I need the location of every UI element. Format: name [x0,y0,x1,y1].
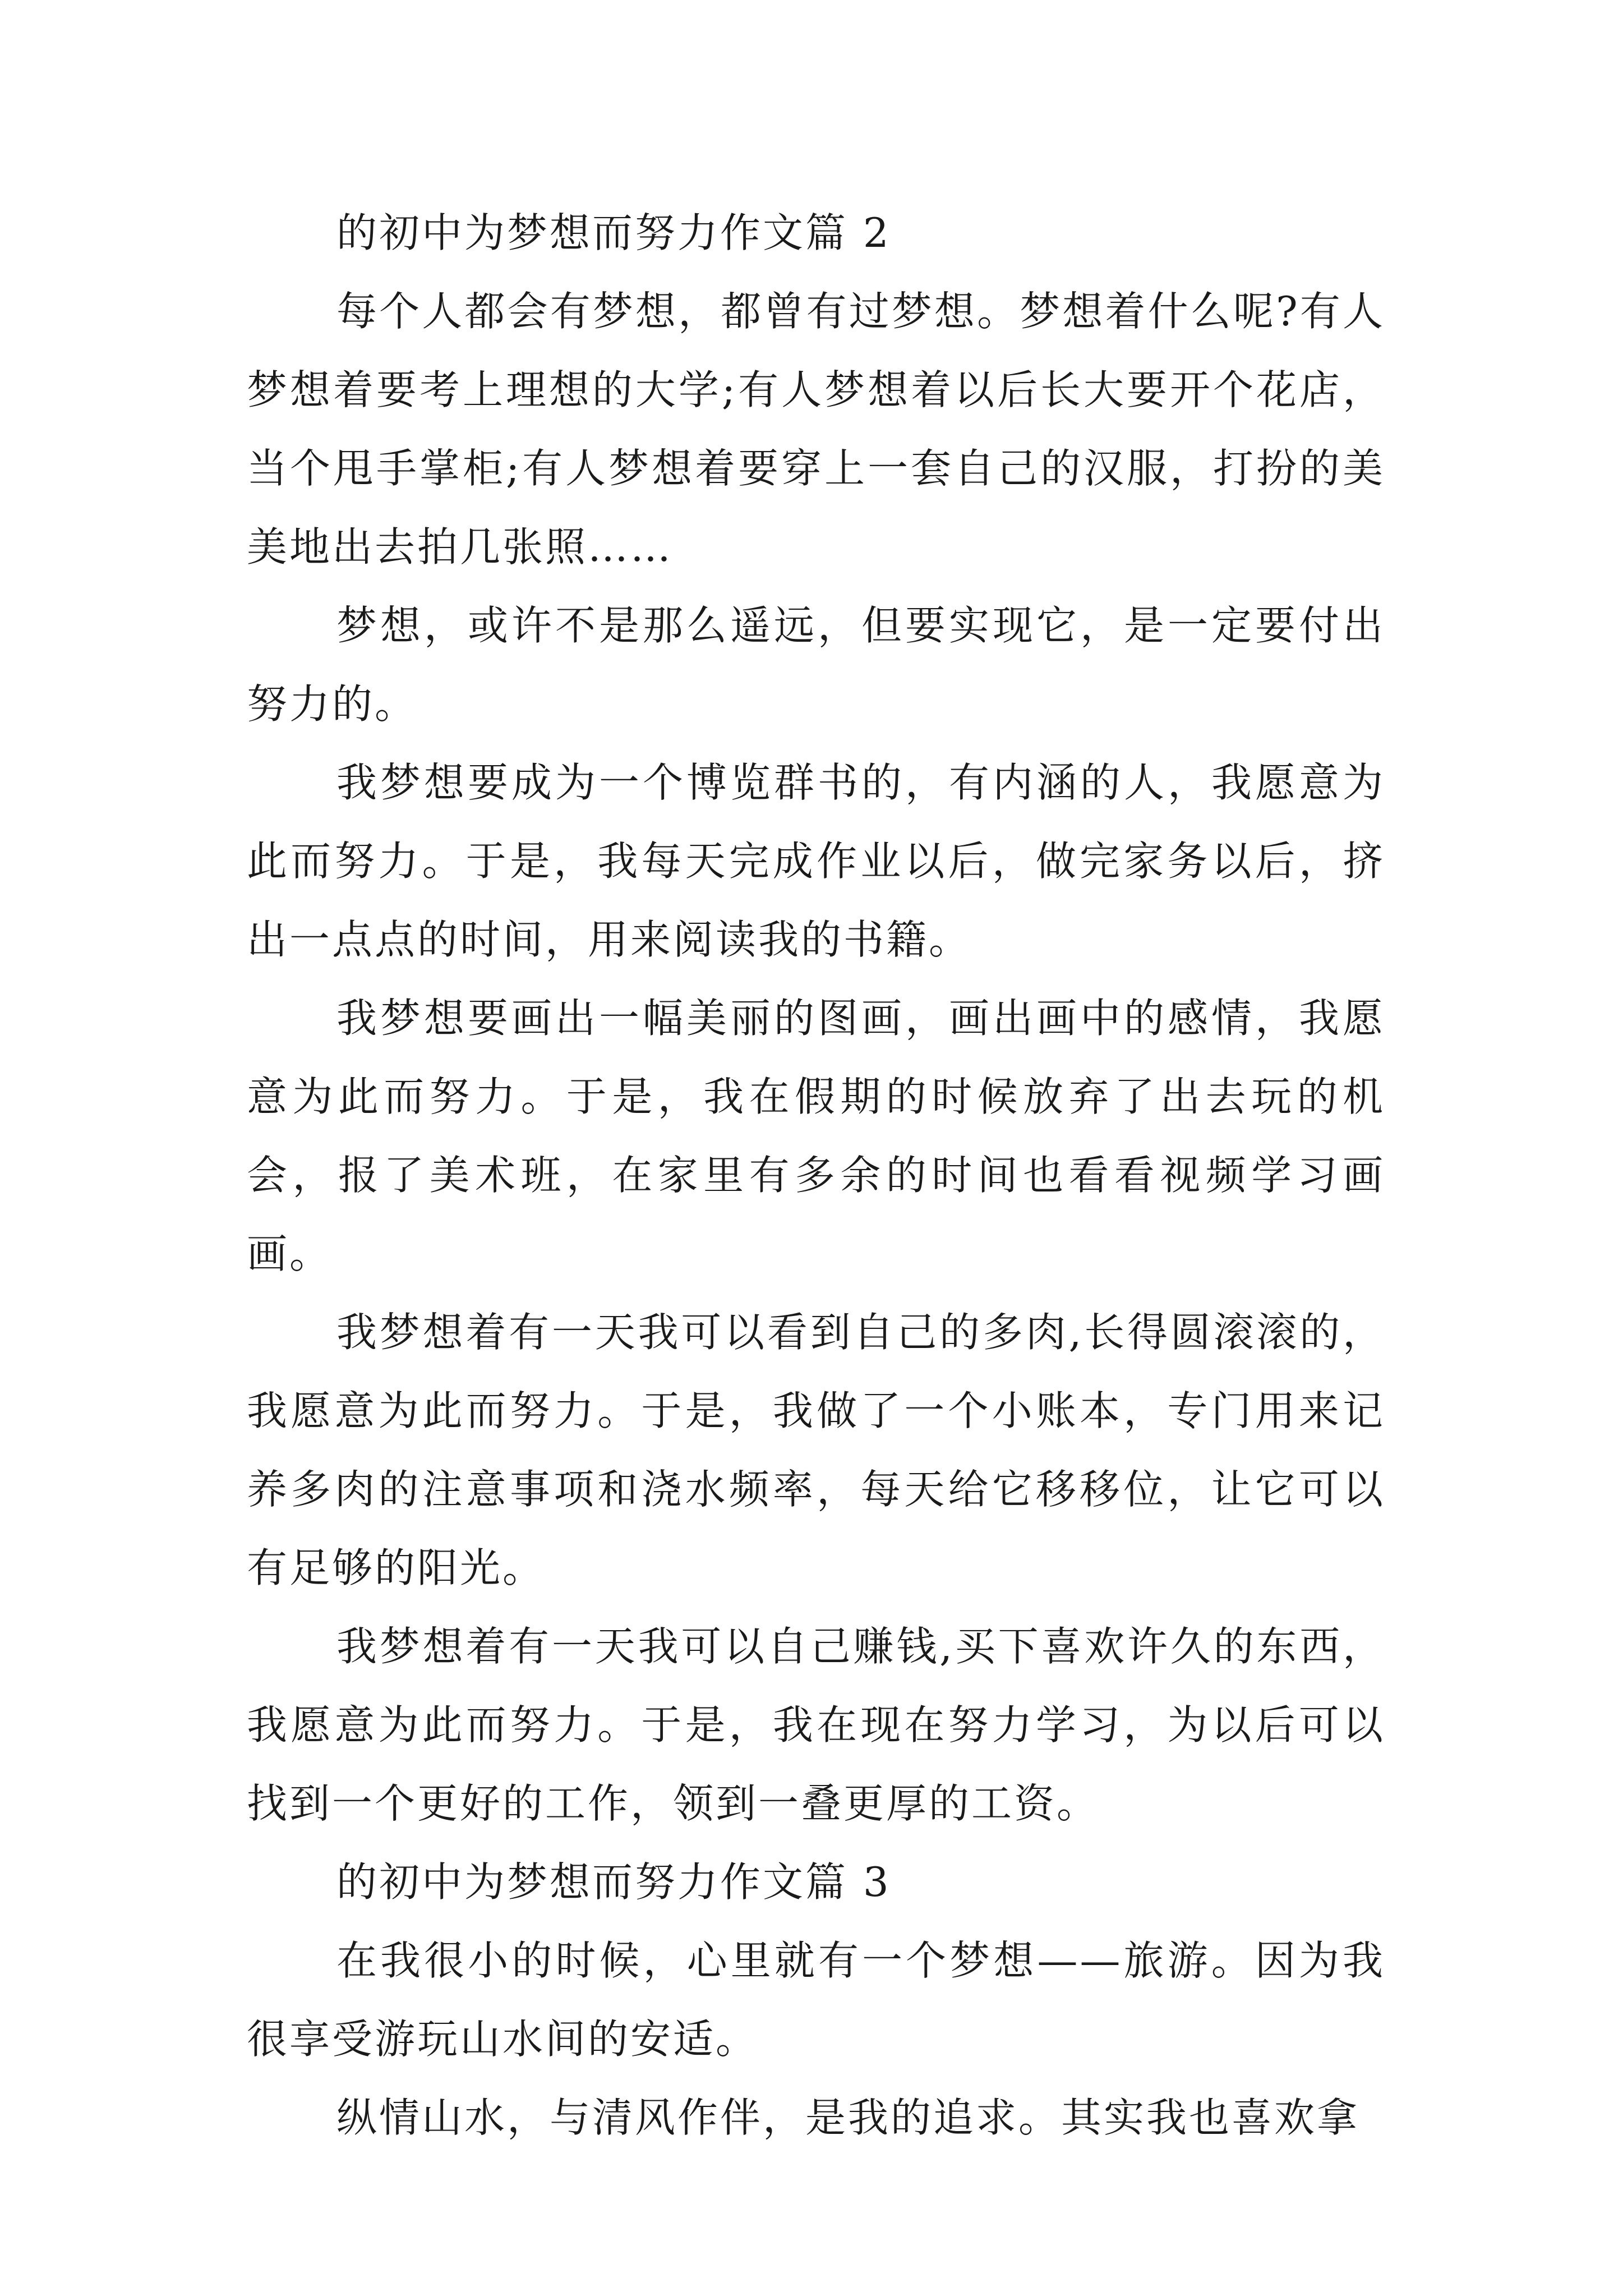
paragraph: 在我很小的时候，心里就有一个梦想——旅游。因为我很享受游玩山水间的安适。 [247,1937,1385,2063]
paragraph: 我梦想要成为一个博览群书的，有内涵的人，我愿意为此而努力。于是，我每天完成作业以后，做完家务以后，挤出一点点的时间，用来阅读我的书籍。 [247,759,1385,963]
paragraph: 每个人都会有梦想，都曾有过梦想。梦想着什么呢?有人梦想着要考上理想的大学;有人梦想着以后长大要开个花店，当个甩手掌柜;有人梦想着要穿上一套自己的汉服，打扮的美美地出去拍几张照…… [247,288,1385,570]
paragraph: 纵情山水，与清风作伴，是我的追求。其实我也喜欢拿 [336,2094,1360,2141]
paragraph: 我梦想着有一天我可以自己赚钱,买下喜欢许久的东西，我愿意为此而努力。于是，我在现在努力学习，为以后可以找到一个更好的工作，领到一叠更厚的工资。 [247,1623,1385,1827]
paragraph: 梦想，或许不是那么遥远，但要实现它，是一定要付出努力的。 [247,602,1385,728]
section-heading-3: 的初中为梦想而努力作文篇 3 [336,1858,891,1906]
paragraph: 我梦想要画出一幅美丽的图画，画出画中的感情，我愿意为此而努力。于是，我在假期的时候放弃了出去玩的机会，报了美术班，在家里有多余的时间也看看视频学习画画。 [247,995,1385,1277]
section-heading-2: 的初中为梦想而努力作文篇 2 [336,209,891,256]
paragraph: 我梦想着有一天我可以看到自己的多肉,长得圆滚滚的，我愿意为此而努力。于是，我做了一个小账本，专门用来记养多肉的注意事项和浇水频率，每天给它移移位，让它可以有足够的阳光。 [247,1309,1385,1591]
document-body [247,194,1385,2157]
